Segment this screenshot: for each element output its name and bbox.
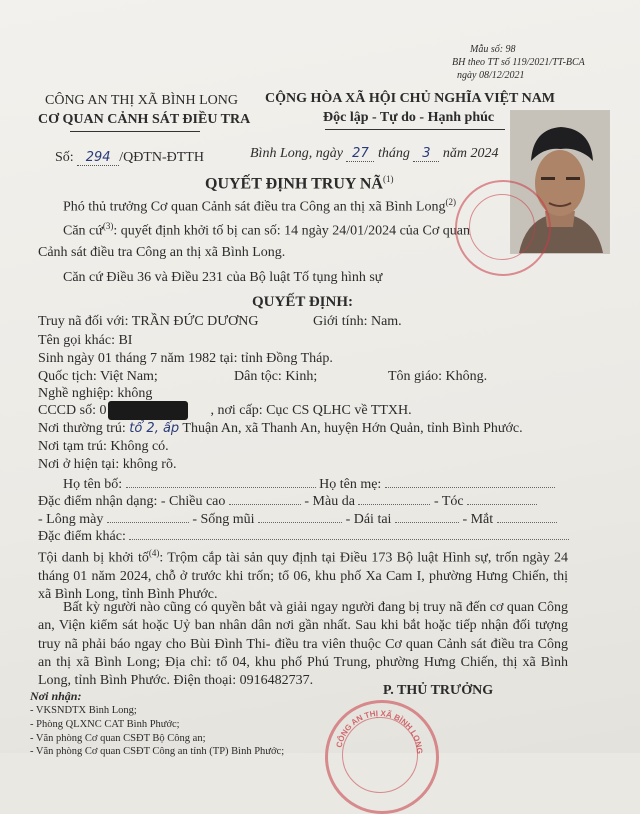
mother-blank: [385, 475, 555, 488]
father-blank: [126, 475, 316, 488]
doc-number-prefix: Số:: [55, 150, 74, 165]
recipient-item: - Phòng QLXNC CAT Bình Phước;: [30, 719, 180, 730]
hair-label: - Tóc: [433, 494, 464, 509]
seal-stamp-inner: [469, 194, 535, 260]
charge-text: : Trộm cắp tài sản quy định tại Điều 173 Bộ luật Hình sự, trốn ngày 24 tháng 01 năm 2024, chỗ ở trước khi trốn; tổ 06, khu phố Xa Cam I, phường Hưng Chiến, thị xã Bình Long, tỉnh Bình Phước.: [38, 550, 568, 602]
charge-label: Tội danh bị khởi tố: [38, 550, 149, 566]
residence-text: Thuận An, xã Thanh An, huyện Hớn Quản, tỉnh Bình Phước.: [182, 421, 523, 436]
seal-text: CÔNG AN THỊ XÃ BÌNH LONG: [334, 708, 425, 755]
doc-number-suffix: /QĐTN-ĐTTH: [119, 150, 204, 165]
height-blank: [229, 492, 301, 505]
form-basis: BH theo TT số 119/2021/TT-BCA: [452, 57, 585, 68]
subject-nationality: Quốc tịch: Việt Nam;: [38, 369, 158, 384]
date-place: Bình Long, ngày: [250, 146, 343, 161]
subject-temp: Nơi tạm trú: Không có.: [38, 439, 169, 454]
doc-number: [55, 150, 204, 166]
date-day: 27: [346, 146, 374, 162]
charge-paragraph: [38, 544, 568, 604]
subject-id-place: , nơi cấp: Cục CS QLHC về TTXH.: [210, 403, 412, 418]
seal-stamp-top: [455, 180, 551, 276]
skin-label: - Màu da: [304, 494, 355, 509]
document-title: [205, 174, 393, 193]
features-other: [38, 527, 569, 545]
nation-underline: [325, 129, 505, 130]
subject-ethnicity: Dân tộc: Kinh;: [234, 369, 318, 384]
father-line: [63, 475, 555, 493]
subject-birth: Sinh ngày 01 tháng 7 năm 1982 tại: tỉnh Đồng Tháp.: [38, 351, 333, 366]
recipients-label: Nơi nhận:: [30, 689, 82, 703]
subject-gender: Giới tính: Nam.: [313, 314, 402, 329]
residence-label: Nơi thường trú:: [38, 421, 126, 436]
other-blank: [129, 527, 569, 540]
agency-underline: [70, 131, 200, 132]
basis-1: [63, 221, 470, 240]
basis-1-text: : quyết định khởi tố bị can số: 14 ngày 24/01/2024 của Cơ quan: [113, 223, 470, 239]
father-label: Họ tên bố:: [63, 477, 123, 492]
features-line-1: [38, 492, 537, 510]
nose-label: - Sống mũi: [192, 512, 255, 527]
recipient-item: - Văn phòng Cơ quan CSĐT Công an tỉnh (TP) Bình Phước;: [30, 746, 285, 757]
subject-id-line: [38, 403, 412, 419]
issuer-line: [63, 197, 456, 216]
title-note: (1): [382, 174, 394, 184]
seal-stamp-text: [325, 700, 433, 808]
issuer-note: (2): [445, 197, 456, 207]
hair-blank: [467, 492, 537, 505]
height-label: Đặc điểm nhận dạng: - Chiều cao: [38, 494, 226, 509]
subject-name-label: Truy nã đối với:: [38, 314, 129, 329]
title-text: QUYẾT ĐỊNH TRUY NÃ: [205, 175, 383, 193]
basis-2: Căn cứ Điều 36 và Điều 231 của Bộ luật Tố tụng hình sự: [63, 270, 383, 285]
subject-occupation: Nghề nghiệp: không: [38, 386, 153, 401]
form-number: Mẫu số: 98: [470, 44, 516, 55]
basis-1-note: (3): [102, 221, 114, 231]
ear-blank: [395, 510, 459, 523]
agency-line-1: CÔNG AN THỊ XÃ BÌNH LONG: [45, 93, 239, 108]
agency-line-2: CƠ QUAN CẢNH SÁT ĐIỀU TRA: [38, 112, 251, 127]
recipient-item: - VKSNDTX Bình Long;: [30, 705, 137, 716]
charge-note: (4): [148, 548, 160, 558]
date-month-label: tháng: [377, 146, 410, 161]
subject-name-line: [38, 314, 259, 330]
ear-label: - Dái tai: [345, 512, 392, 527]
subject-current: Nơi ở hiện tại: không rõ.: [38, 457, 177, 472]
mother-label: Họ tên mẹ:: [319, 477, 382, 492]
date-year: năm 2024: [442, 146, 499, 161]
decision-heading: QUYẾT ĐỊNH:: [252, 294, 353, 310]
subject-residence: [38, 421, 523, 437]
skin-blank: [358, 492, 430, 505]
svg-text:CÔNG AN THỊ XÃ BÌNH LONG: [335, 709, 425, 754]
nation-line-1: CỘNG HÒA XÃ HỘI CHỦ NGHĨA VIỆT NAM: [265, 91, 556, 106]
notice-paragraph: Bất kỳ người nào cũng có quyền bắt và giải ngay người đang bị truy nã đến cơ quan Công an, Viện kiểm sát hoặc Uỷ ban nhân dân nơi gần nhất. Sau khi bắt hoặc tiếp nhận đối tượng truy nã phải báo ngay cho Bùi Đình Thi- điều tra viên thuộc Cơ quan Cảnh sát điều tra Công an thị xã Bình Long; Địa chỉ: tổ 04, khu phố Phú Trung, phường Hưng Chiến, thị xã Bình Long, tỉnh Bình Phước. Điện thoại: 0916482737.: [38, 600, 568, 689]
features-line-2: [38, 510, 557, 528]
eye-label: - Mắt: [462, 512, 494, 527]
subject-alias: Tên gọi khác: BI: [38, 333, 133, 348]
date-line: [250, 146, 498, 162]
seal-stamp-bottom: [325, 700, 439, 814]
signer-title: P. THỦ TRƯỞNG: [383, 683, 494, 698]
nose-blank: [258, 510, 342, 523]
basis-1-cont: Cảnh sát điều tra Công an thị xã Bình Long.: [38, 245, 286, 260]
residence-handwritten: tổ 2, ấp: [129, 421, 180, 436]
brow-label: - Lông mày: [38, 512, 104, 527]
basis-1-label: Căn cứ: [63, 223, 103, 239]
recipient-item: - Văn phòng Cơ quan CSĐT Bộ Công an;: [30, 733, 206, 744]
other-label: Đặc điểm khác:: [38, 529, 126, 544]
subject-id-label: CCCD số: 0: [38, 403, 107, 418]
form-date: ngày 08/12/2021: [457, 70, 525, 81]
eye-blank: [497, 510, 557, 523]
doc-number-value: 294: [77, 150, 119, 166]
subject-religion: Tôn giáo: Không.: [388, 369, 488, 384]
subject-name: TRẦN ĐỨC DƯƠNG: [131, 314, 259, 329]
date-month: 3: [413, 146, 439, 162]
brow-blank: [107, 510, 189, 523]
redaction-bar: [108, 401, 188, 420]
nation-line-2: Độc lập - Tự do - Hạnh phúc: [323, 110, 495, 125]
issuer-text: Phó thủ trưởng Cơ quan Cảnh sát điều tra Công an thị xã Bình Long: [63, 199, 446, 215]
